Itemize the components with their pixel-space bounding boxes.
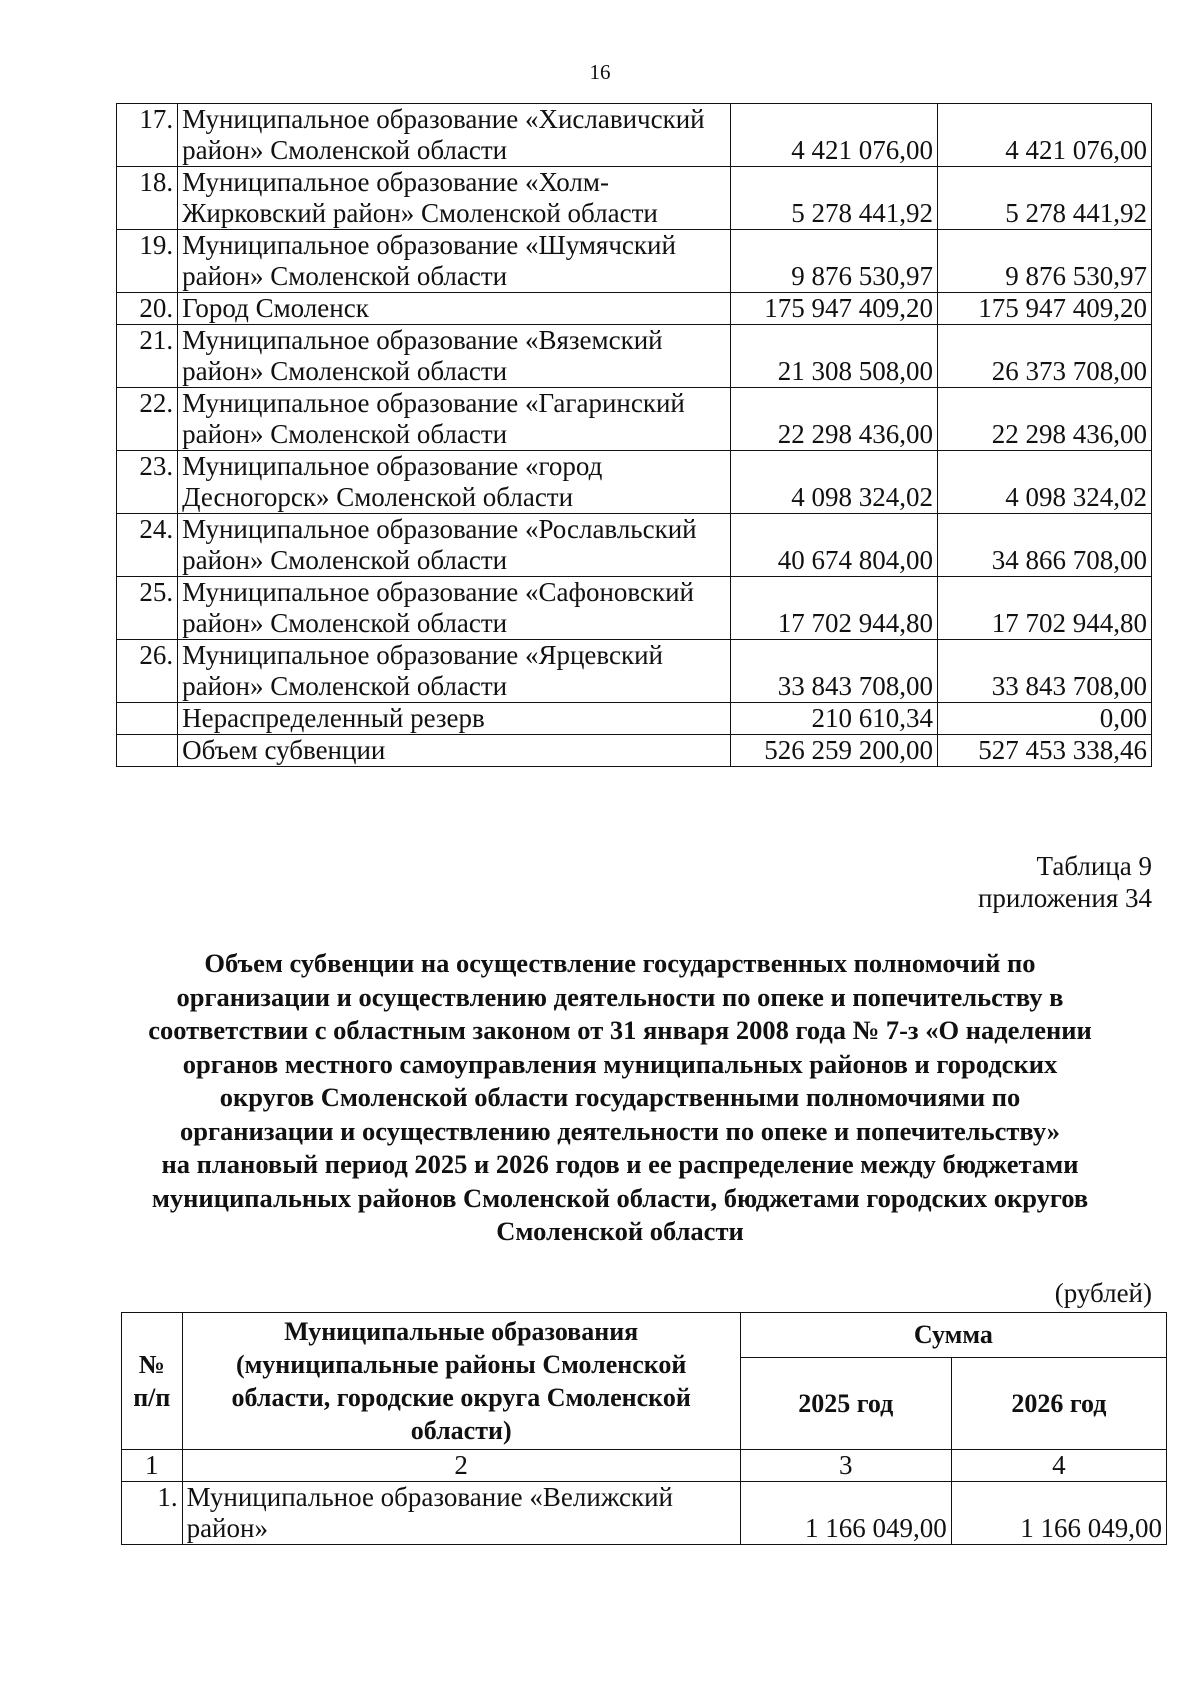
- header-sum: Сумма: [740, 1313, 1166, 1358]
- amount-2026: 26 373 708,00: [937, 325, 1151, 388]
- amount-2026: 33 843 708,00: [937, 640, 1151, 703]
- row-number: 19.: [117, 230, 178, 293]
- page-number: 16: [589, 60, 611, 84]
- table-row: [117, 577, 1152, 640]
- amount-2025: 21 308 508,00: [730, 325, 937, 388]
- subvention-table-body: [117, 104, 1152, 767]
- header-row: [122, 1313, 1167, 1358]
- amount-2025: 4 098 324,02: [730, 451, 937, 514]
- column-index-row: [122, 1450, 1167, 1482]
- row-number: 21.: [117, 325, 178, 388]
- amount-2026: 9 876 530,97: [937, 230, 1151, 293]
- amount-2025: 33 843 708,00: [730, 640, 937, 703]
- amount-2026: 1 166 049,00: [951, 1482, 1166, 1545]
- row-number: [117, 735, 178, 767]
- amount-2025: 1 166 049,00: [740, 1482, 951, 1545]
- title-line: Объем субвенции на осуществление государственных полномочий по: [204, 948, 1036, 978]
- municipality-name: Муниципальное образование «Вяземский район» Смоленской области: [178, 325, 730, 388]
- column-index: 4: [951, 1450, 1166, 1482]
- municipality-name: Нераспределенный резерв: [178, 703, 730, 735]
- amount-2025: 4 421 076,00: [730, 104, 937, 167]
- header-year-2026: 2026 год: [951, 1357, 1166, 1449]
- row-number: 25.: [117, 577, 178, 640]
- municipality-name: Объем субвенции: [178, 735, 730, 767]
- amount-2025: 526 259 200,00: [730, 735, 937, 767]
- amount-2026: 0,00: [937, 703, 1151, 735]
- amount-2026: 175 947 409,20: [937, 293, 1151, 325]
- municipality-name: Муниципальное образование «город Десногорск» Смоленской области: [178, 451, 730, 514]
- title-line: органов местного самоуправления муниципальных районов и городских: [182, 1048, 1058, 1079]
- municipality-name: Муниципальное образование «Хиславичский район» Смоленской области: [178, 104, 730, 167]
- title-line: организации и осуществлению деятельности по опеке и попечительству»: [180, 1115, 1060, 1146]
- header-municipality: Муниципальные образования (муниципальные районы Смоленской области, городские округа Смоленской области): [182, 1313, 740, 1450]
- title-line: Смоленской области: [496, 1216, 744, 1246]
- municipality-name: Муниципальное образование «Холм-Жирковский район» Смоленской области: [178, 167, 730, 230]
- amount-2025: 22 298 436,00: [730, 388, 937, 451]
- municipality-name: Муниципальное образование «Сафоновский район» Смоленской области: [178, 577, 730, 640]
- row-number: 1.: [122, 1482, 183, 1545]
- distribution-table-body: [122, 1450, 1167, 1545]
- amount-2026: 5 278 441,92: [937, 167, 1151, 230]
- row-number: 23.: [117, 451, 178, 514]
- table-row: [117, 451, 1152, 514]
- row-number: 18.: [117, 167, 178, 230]
- title-line: соответствии с областным законом от 31 января 2008 года № 7-з «О наделении: [148, 1015, 1092, 1045]
- municipality-name: Муниципальное образование «Ярцевский район» Смоленской области: [178, 640, 730, 703]
- table-caption-number: Таблица 9: [1036, 851, 1152, 881]
- municipality-name: Муниципальное образование «Гагаринский район» Смоленской области: [178, 388, 730, 451]
- row-number: [117, 703, 178, 735]
- amount-2026: 22 298 436,00: [937, 388, 1151, 451]
- title-line: муниципальных районов Смоленской области, бюджетами городских округов: [151, 1182, 1089, 1213]
- municipality-name: Город Смоленск: [178, 293, 730, 325]
- column-index: 2: [182, 1450, 740, 1482]
- row-number: 17.: [117, 104, 178, 167]
- table-row: [117, 703, 1152, 735]
- table-row: [117, 167, 1152, 230]
- header-number: № п/п: [122, 1313, 183, 1450]
- municipality-name: Муниципальное образование «Велижский район»: [182, 1482, 740, 1545]
- column-index: 3: [740, 1450, 951, 1482]
- row-number: 26.: [117, 640, 178, 703]
- table-title: [110, 947, 1130, 1249]
- amount-2025: 175 947 409,20: [730, 293, 937, 325]
- title-line: организации и осуществлению деятельности по опеке и попечительству в: [176, 981, 1064, 1012]
- amount-2026: 527 453 338,46: [937, 735, 1151, 767]
- subvention-table-continued: [116, 103, 1152, 767]
- subvention-distribution-table: [121, 1312, 1167, 1545]
- table-caption: [978, 850, 1152, 914]
- amount-2026: 4 098 324,02: [937, 451, 1151, 514]
- table-row: [117, 325, 1152, 388]
- row-number: 20.: [117, 293, 178, 325]
- amount-2025: 5 278 441,92: [730, 167, 937, 230]
- table-row: [117, 640, 1152, 703]
- amount-2026: 34 866 708,00: [937, 514, 1151, 577]
- row-number: 22.: [117, 388, 178, 451]
- table-row: [117, 230, 1152, 293]
- municipality-name: Муниципальное образование «Рославльский район» Смоленской области: [178, 514, 730, 577]
- column-index: 1: [122, 1450, 183, 1482]
- amount-2025: 210 610,34: [730, 703, 937, 735]
- municipality-name: Муниципальное образование «Шумячский район» Смоленской области: [178, 230, 730, 293]
- row-number: 24.: [117, 514, 178, 577]
- table-row: [117, 735, 1152, 767]
- amount-2025: 9 876 530,97: [730, 230, 937, 293]
- table-row: [117, 514, 1152, 577]
- table-caption-appendix: приложения 34: [977, 883, 1152, 913]
- header-year-2025: 2025 год: [740, 1357, 951, 1449]
- units-label: (рублей): [1054, 1278, 1152, 1308]
- title-line: на плановый период 2025 и 2026 годов и ее распределение между бюджетами: [161, 1149, 1079, 1179]
- table-row: [117, 104, 1152, 167]
- amount-2026: 17 702 944,80: [937, 577, 1151, 640]
- table-row: [117, 293, 1152, 325]
- amount-2026: 4 421 076,00: [937, 104, 1151, 167]
- table-row: [122, 1482, 1167, 1545]
- table-row: [117, 388, 1152, 451]
- amount-2025: 40 674 804,00: [730, 514, 937, 577]
- amount-2025: 17 702 944,80: [730, 577, 937, 640]
- title-line: округов Смоленской области государственными полномочиями по: [219, 1082, 1021, 1112]
